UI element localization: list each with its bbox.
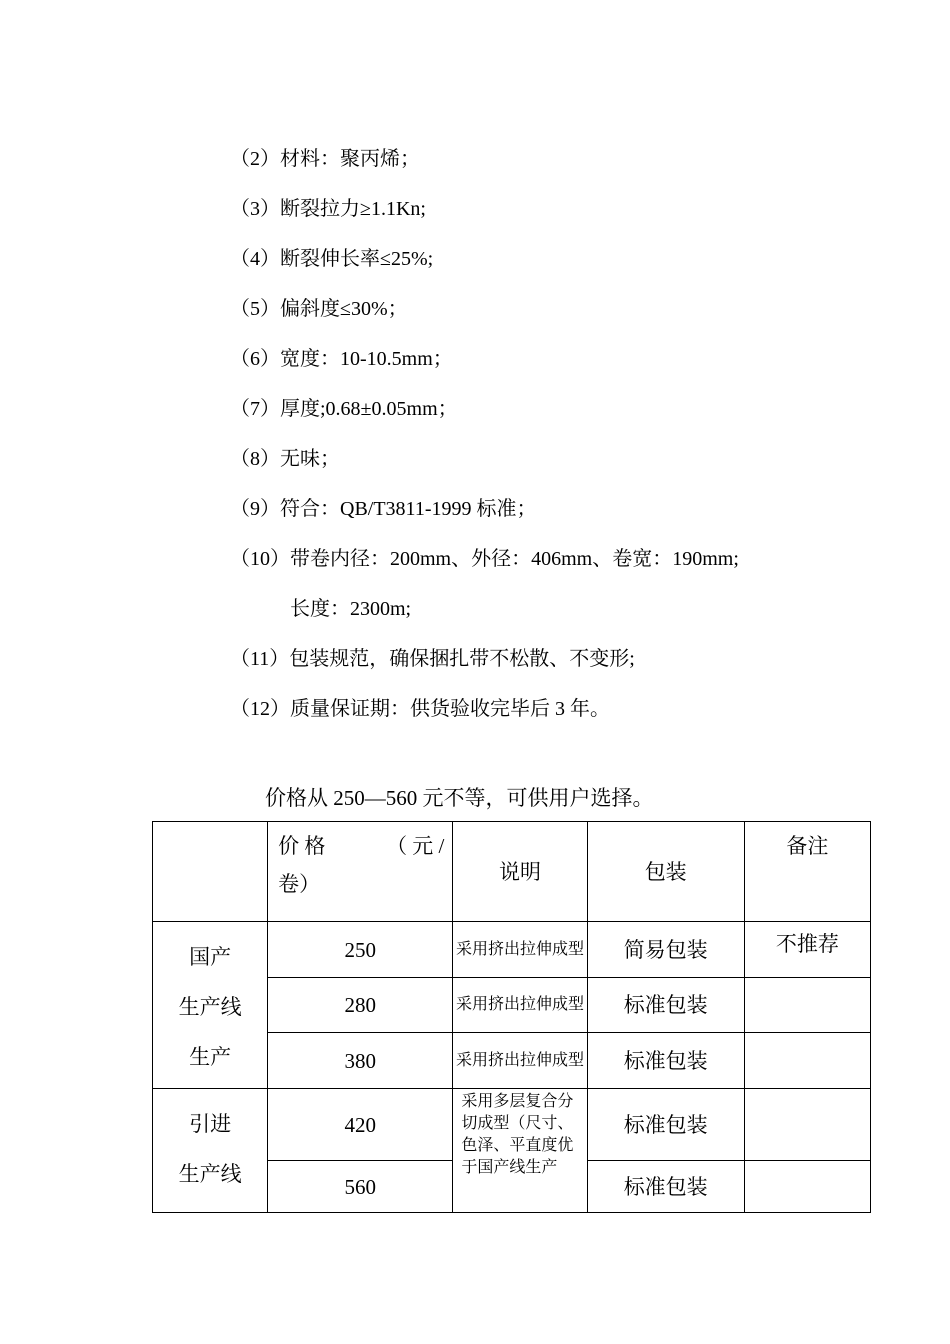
group-label-line: 生产 — [189, 1045, 232, 1069]
header-description: 说明 — [453, 822, 587, 922]
remarks-cell — [744, 1033, 870, 1089]
spec-item: （12）质量保证期：供货验收完毕后 3 年。 — [230, 698, 610, 720]
remarks-cell — [744, 1161, 870, 1213]
spec-item: （5）偏斜度≤30%； — [230, 298, 408, 320]
remarks-cell — [744, 1089, 870, 1161]
price-cell: 280 — [268, 978, 453, 1033]
spec-item: （4）断裂伸长率≤25%; — [230, 248, 434, 270]
header-empty-cell — [153, 822, 268, 922]
description-cell: 采用挤出拉伸成型 — [453, 922, 587, 978]
spec-item: （2）材料：聚丙烯； — [230, 148, 420, 170]
spec-item: （7）厚度;0.68±0.05mm； — [230, 398, 458, 420]
table-header-row — [153, 822, 871, 922]
table-row — [153, 1089, 871, 1161]
header-price — [268, 822, 453, 922]
group-label-imported — [153, 1089, 268, 1213]
group-label-line: 引进 — [189, 1112, 232, 1136]
price-cell: 560 — [268, 1161, 453, 1213]
price-cell: 250 — [268, 922, 453, 978]
table-row — [153, 922, 871, 978]
group-label-domestic — [153, 922, 268, 1089]
table-caption: 价格从 250—560 元不等，可供用户选择。 — [265, 786, 654, 810]
header-price-unit-cont: 卷） — [278, 872, 321, 896]
header-remarks: 备注 — [744, 822, 870, 922]
header-packaging: 包装 — [587, 822, 744, 922]
header-price-label: 价 格 — [278, 834, 326, 858]
price-cell: 380 — [268, 1033, 453, 1089]
packaging-cell: 简易包装 — [587, 922, 744, 978]
price-table — [152, 821, 871, 1213]
spec-item: （10）带卷内径：200mm、外径：406mm、卷宽：190mm; — [230, 548, 739, 570]
description-cell-shared: 采用多层复合分切成型（尺寸、色泽、平直度优于国产线生产 — [453, 1089, 587, 1213]
group-label-line: 生产线 — [178, 995, 242, 1019]
spec-item: （9）符合：QB/T3811-1999 标准； — [230, 498, 537, 520]
header-price-unit: （ 元 / — [386, 834, 445, 858]
remarks-cell: 不推荐 — [744, 922, 870, 978]
description-cell: 采用挤出拉伸成型 — [453, 978, 587, 1033]
group-label-line: 生产线 — [178, 1162, 242, 1186]
spec-list — [230, 134, 739, 734]
spec-item: （11）包装规范，确保捆扎带不松散、不变形; — [230, 648, 635, 670]
packaging-cell: 标准包装 — [587, 1161, 744, 1213]
group-label-line: 国产 — [189, 945, 232, 969]
spec-item: （3）断裂拉力≥1.1Kn; — [230, 198, 426, 220]
spec-item: （8）无味； — [230, 448, 340, 470]
packaging-cell: 标准包装 — [587, 1089, 744, 1161]
spec-item-continuation: 长度：2300m; — [290, 598, 412, 620]
remarks-cell — [744, 978, 870, 1033]
price-cell: 420 — [268, 1089, 453, 1161]
packaging-cell: 标准包装 — [587, 978, 744, 1033]
spec-item: （6）宽度：10-10.5mm； — [230, 348, 453, 370]
description-cell: 采用挤出拉伸成型 — [453, 1033, 587, 1089]
packaging-cell: 标准包装 — [587, 1033, 744, 1089]
